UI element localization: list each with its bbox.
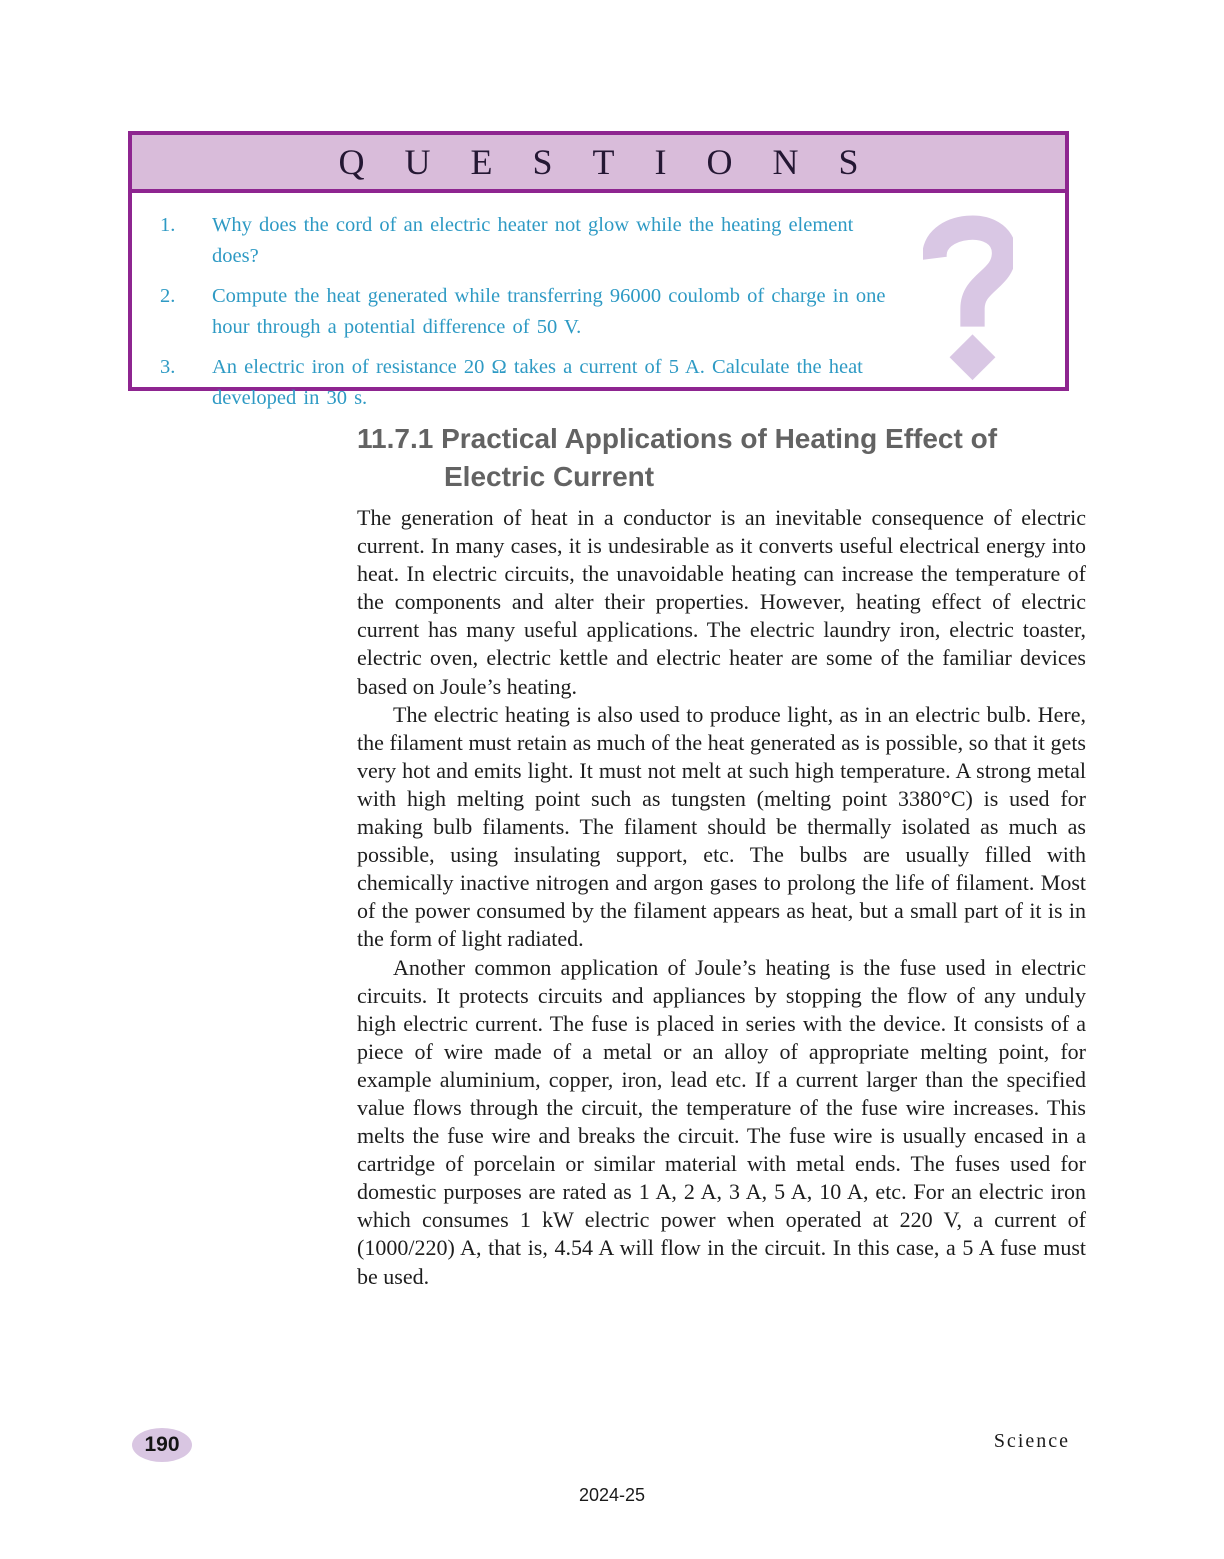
question-number: 3.	[160, 356, 176, 378]
page-number: 190	[144, 1433, 180, 1456]
paragraph: The electric heating is also used to produce light, as in an electric bulb. Here, the filament must retain as much of the heat generated as is possible, so that it gets very hot and emits light. It must not melt at such high temperature. A strong metal with high melting point such as tungsten (melting point 3380°C) is used for making bulb filaments. The filament should be thermally isolated as much as possible, using insulating support, etc. The bulbs are usually filled with chemically inactive nitrogen and argon gases to prolong the life of filament. Most of the power consumed by the filament appears as heat, but a small part of it is in the form of light radiated.	[357, 701, 1086, 952]
edition-label: 2024-25	[578, 1485, 646, 1505]
body-text	[357, 504, 1086, 1291]
question-text: An electric iron of resistance 20 Ω takes a current of 5 A. Calculate the heat developed in 30 s.	[212, 356, 863, 409]
question-number: 1.	[160, 214, 176, 236]
paragraph: Another common application of Joule’s heating is the fuse used in electric circuits. It protects circuits and appliances by stopping the flow of any unduly high electric current. The fuse is placed in series with the device. It consists of a piece of wire made of a metal or an alloy of appropriate melting point, for example aluminium, copper, iron, lead etc. If a current larger than the specified value flows through the circuit, the temperature of the fuse wire increases. This melts the fuse wire and breaks the circuit. The fuse wire is usually encased in a cartridge of porcelain or similar material with metal ends. The fuses used for domestic purposes are rated as 1 A, 2 A, 3 A, 5 A, 10 A, etc. For an electric iron which consumes 1 kW electric power when operated at 220 V, a current of (1000/220) A, that is, 4.54 A will flow in the circuit. In this case, a 5 A fuse must be used.	[357, 954, 1086, 1289]
book-title: Science	[993, 1430, 1070, 1452]
page-number-badge	[132, 1428, 192, 1462]
questions-box-header	[132, 135, 1065, 193]
section-heading	[357, 420, 1097, 496]
questions-box-title: QUESTIONS	[338, 142, 899, 182]
paragraph: The generation of heat in a conductor is an inevitable consequence of electric current. In many cases, it is undesirable as it converts useful electrical energy into heat. In electric circuits, the unavoidable heating can increase the temperature of the components and alter their properties. However, heating effect of electric current has many useful applications. The electric laundry iron, electric toaster, electric oven, electric kettle and electric heater are some of the familiar devices based on Joule’s heating.	[357, 505, 1086, 699]
section-heading-line1: 11.7.1 Practical Applications of Heating Effect of	[357, 423, 998, 454]
question-text: Compute the heat generated while transferring 96000 coulomb of charge in one hour through a potential difference of 50 V.	[212, 285, 886, 338]
questions-box	[128, 131, 1069, 409]
question-mark-icon	[923, 211, 1013, 391]
question-text: Why does the cord of an electric heater not glow while the heating element does?	[212, 214, 854, 267]
questions-box-body	[132, 193, 1065, 414]
question-number: 2.	[160, 285, 176, 307]
section-heading-line2: Electric Current	[444, 461, 655, 492]
